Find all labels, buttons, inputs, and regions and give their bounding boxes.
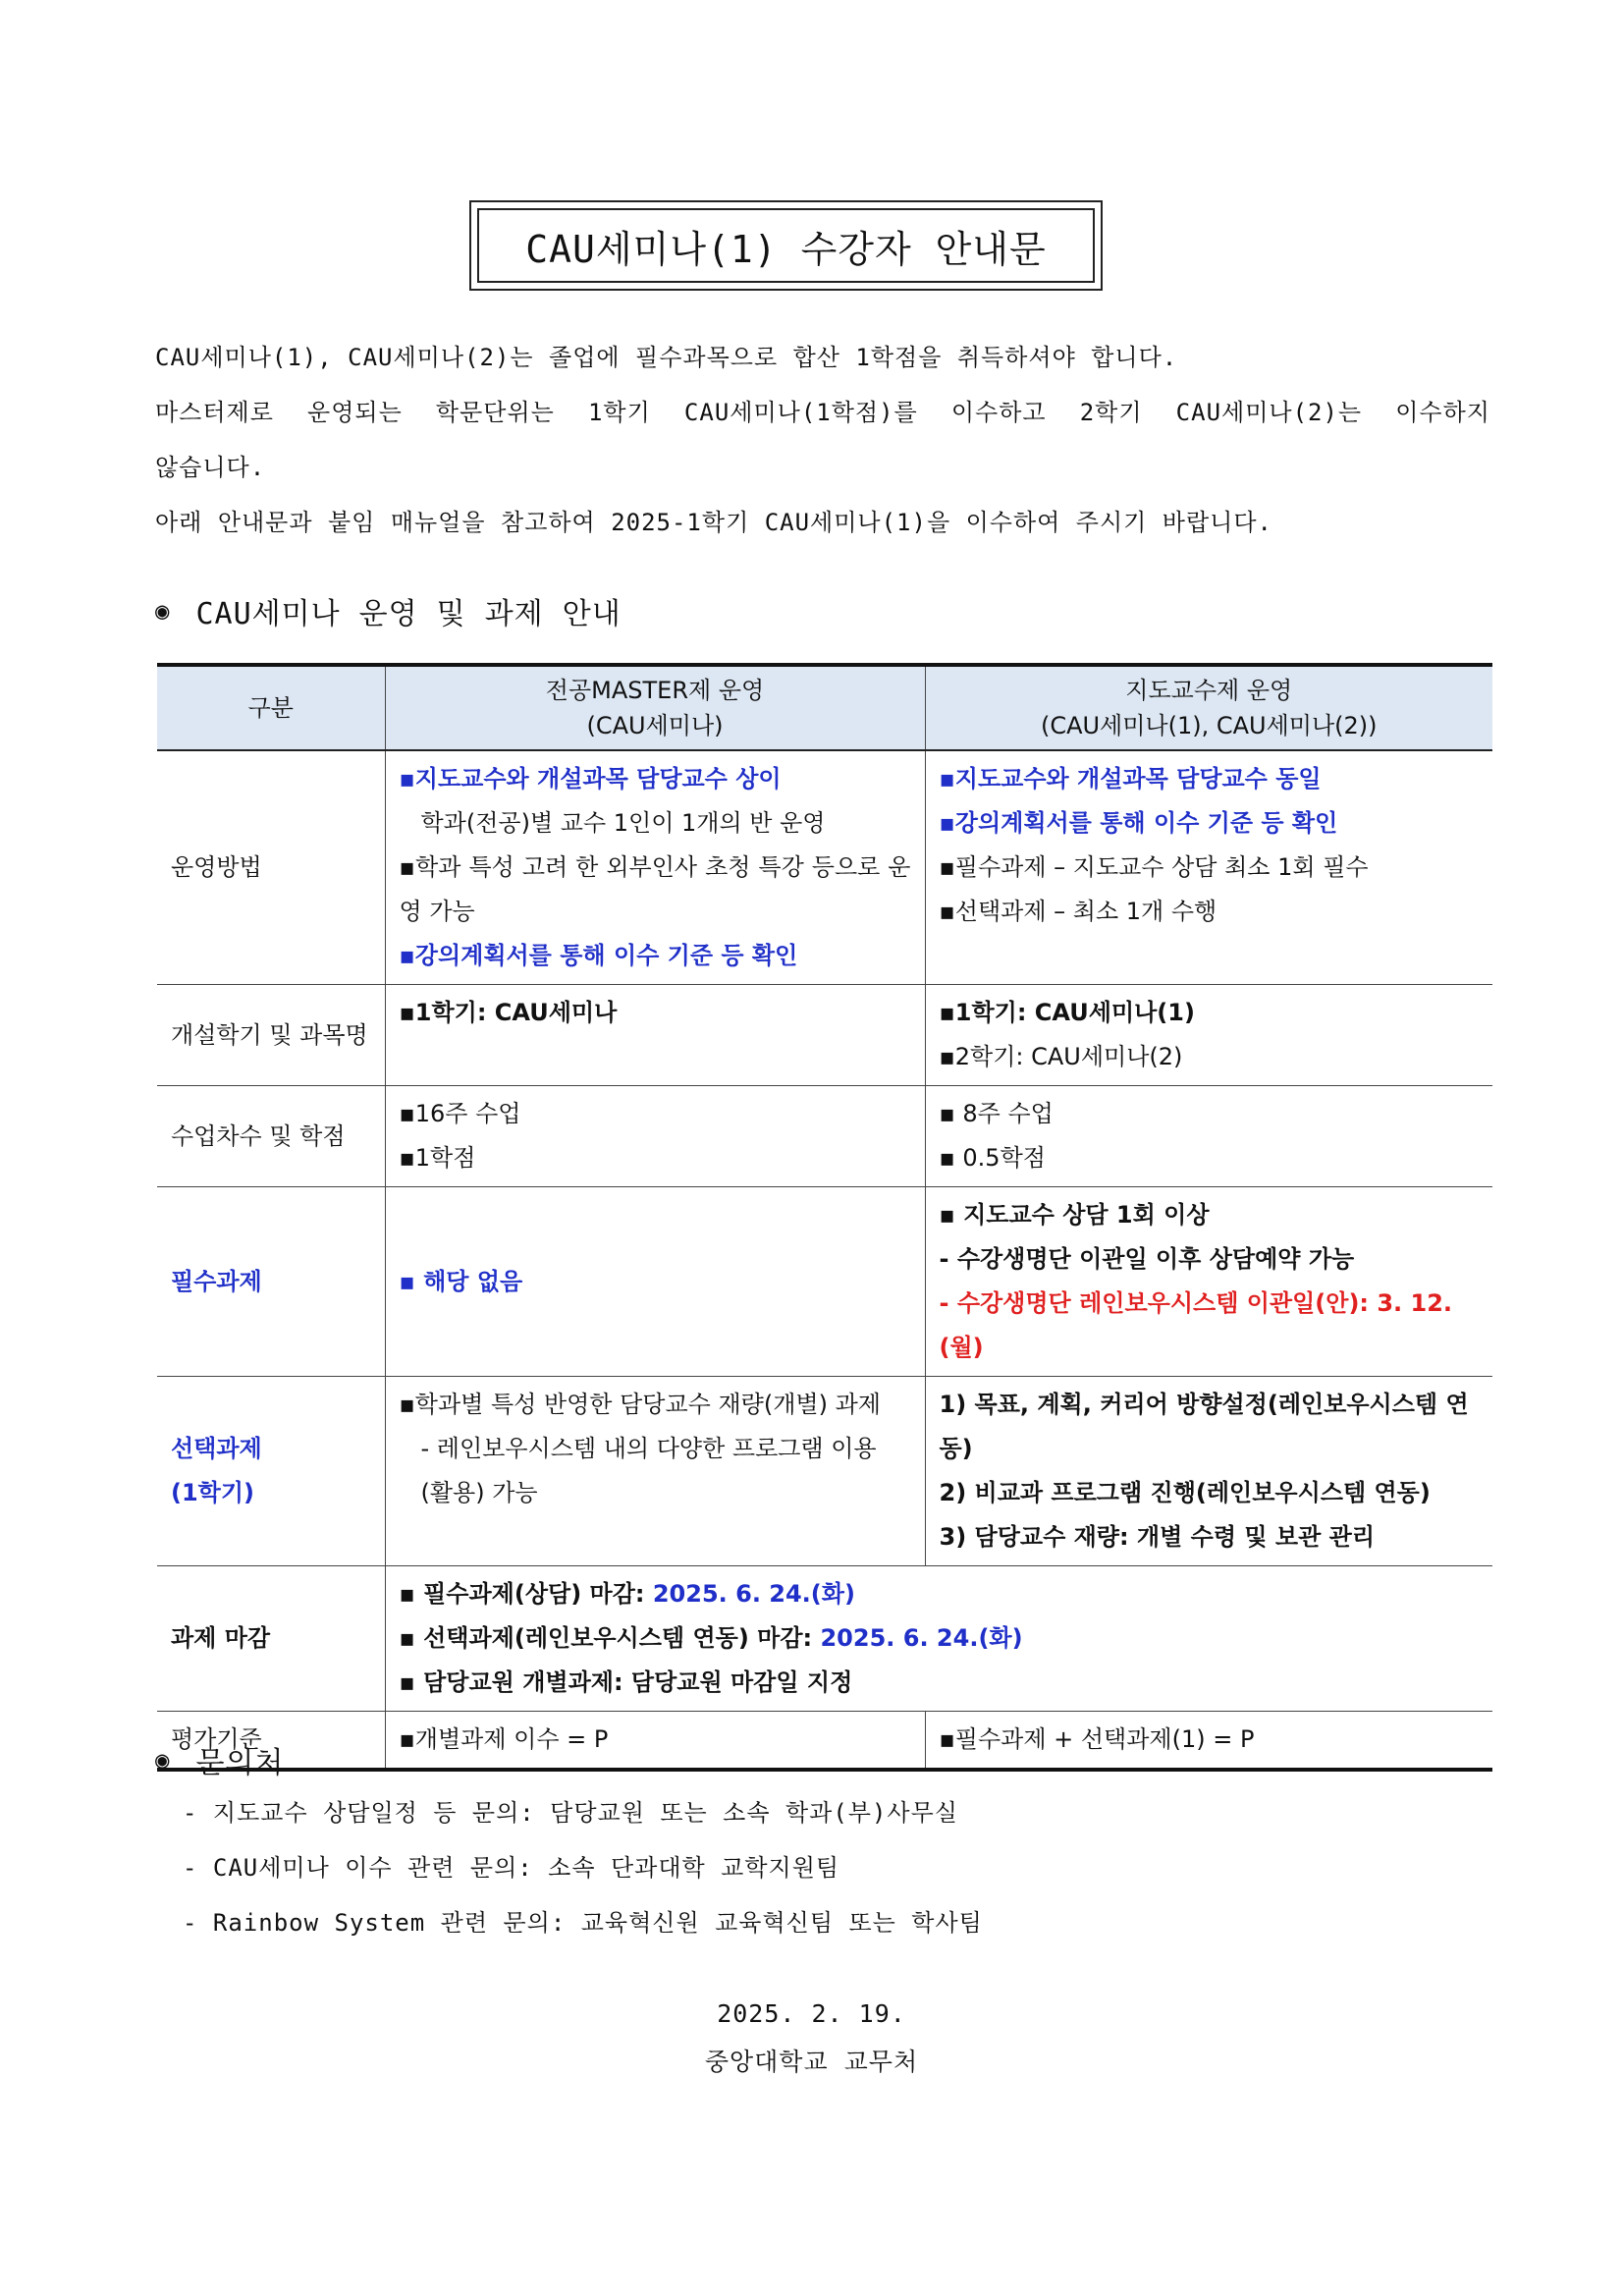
header-master xyxy=(385,665,925,750)
cell-line: ▪강의계획서를 통해 이수 기준 등 확인 xyxy=(399,942,798,969)
cell-advisor xyxy=(925,750,1492,985)
cell-line: ▪지도교수와 개설과목 담당교수 상이 xyxy=(399,765,782,793)
cell-line: (활용) 가능 xyxy=(420,1479,538,1506)
cell-master xyxy=(385,1086,925,1187)
intro-paragraph xyxy=(155,330,1490,550)
table-row-required xyxy=(157,1187,1492,1377)
cell-master xyxy=(385,1187,925,1377)
cell-line: ▪필수과제 + 선택과제(1) = P xyxy=(939,1725,1255,1753)
row-label-line: (1학기) xyxy=(171,1479,255,1506)
row-label: 평가기준 xyxy=(157,1712,385,1771)
cell-line: ▪2학기: CAU세미나(2) xyxy=(939,1043,1183,1070)
section-heading-text: 문의처 xyxy=(195,1746,285,1780)
cell-line: ▪개별과제 이수 = P xyxy=(399,1725,609,1753)
contact-list xyxy=(183,1785,983,1950)
section-heading-text: CAU세미나 운영 및 과제 안내 xyxy=(195,597,622,631)
deadline-text: ▪ 선택과제(레인보우시스템 연동) 마감: xyxy=(399,1624,821,1652)
deadline-date: 2025. 6. 24.(화) xyxy=(820,1624,1023,1652)
cell-line: ▪강의계획서를 통해 이수 기준 등 확인 xyxy=(939,809,1338,837)
cell-line: - 수강생명단 레인보우시스템 이관일(안): 3. 12.(월) xyxy=(939,1289,1453,1361)
cell-deadline xyxy=(385,1566,1492,1712)
circle-bullet-icon: ◉ xyxy=(155,1746,171,1774)
header-master-title: 전공MASTER제 운영 xyxy=(545,677,765,704)
table-row-credits xyxy=(157,1086,1492,1187)
header-master-sub: (CAU세미나) xyxy=(586,712,724,739)
section-heading-contact xyxy=(155,1738,284,1781)
table-row-semester xyxy=(157,985,1492,1086)
footer-organization: 중앙대학교 교무처 xyxy=(704,2048,919,2076)
cell-line: ▪필수과제 – 지도교수 상담 최소 1회 필수 xyxy=(939,853,1369,881)
page-title: CAU세미나(1) 수강자 안내문 xyxy=(477,208,1095,283)
cell-line: ▪ 지도교수 상담 1회 이상 xyxy=(939,1201,1210,1229)
contact-item: - CAU세미나 이수 관련 문의: 소속 단과대학 교학지원팀 xyxy=(183,1854,840,1882)
row-label: 과제 마감 xyxy=(157,1566,385,1712)
row-label: 필수과제 xyxy=(157,1187,385,1377)
circle-bullet-icon: ◉ xyxy=(155,597,171,625)
deadline-line: ▪ 담당교원 개별과제: 담당교원 마감일 지정 xyxy=(399,1668,853,1696)
row-label xyxy=(157,1377,385,1566)
cell-line: ▪ 0.5학점 xyxy=(939,1144,1046,1172)
table-row-deadline xyxy=(157,1566,1492,1712)
header-advisor xyxy=(925,665,1492,750)
title-box xyxy=(469,200,1103,291)
cell-line: 2) 비교과 프로그램 진행(레인보우시스템 연동) xyxy=(939,1479,1431,1506)
contact-item: - 지도교수 상담일정 등 문의: 담당교원 또는 소속 학과(부)사무실 xyxy=(183,1799,958,1827)
row-label: 수업차수 및 학점 xyxy=(157,1086,385,1187)
cell-master xyxy=(385,985,925,1086)
header-category: 구분 xyxy=(157,665,385,750)
cell-advisor xyxy=(925,1377,1492,1566)
cell-line: ▪ 해당 없음 xyxy=(399,1267,523,1295)
deadline-date: 2025. 6. 24.(화) xyxy=(652,1580,855,1608)
contact-item: - Rainbow System 관련 문의: 교육혁신원 교육혁신팀 또는 학사팀 xyxy=(183,1909,983,1937)
cell-line: ▪ 8주 수업 xyxy=(939,1100,1054,1127)
cell-line: ▪학과 특성 고려 한 외부인사 초청 특강 등으로 운영 가능 xyxy=(399,853,911,925)
operation-table xyxy=(157,663,1492,1772)
row-label: 개설학기 및 과목명 xyxy=(157,985,385,1086)
cell-master xyxy=(385,1377,925,1566)
cell-line: ▪16주 수업 xyxy=(399,1100,521,1127)
cell-line: ▪1학기: CAU세미나 xyxy=(399,999,618,1026)
table-header-row xyxy=(157,665,1492,750)
footer-date: 2025. 2. 19. xyxy=(717,1999,906,2028)
cell-advisor xyxy=(925,985,1492,1086)
intro-line: 마스터제로 운영되는 학문단위는 1학기 CAU세미나(1학점)를 이수하고 2학기 CAU세미나(2)는 이수하지 xyxy=(155,399,1490,426)
cell-line: - 레인보우시스템 내의 다양한 프로그램 이용 xyxy=(420,1435,877,1462)
deadline-line xyxy=(400,1572,1480,1616)
section-heading-operation xyxy=(155,589,622,632)
cell-advisor xyxy=(925,1086,1492,1187)
cell-line: ▪1학기: CAU세미나(1) xyxy=(939,999,1195,1026)
cell-master xyxy=(385,750,925,985)
cell-advisor xyxy=(925,1712,1492,1771)
cell-line: ▪학과별 특성 반영한 담당교수 재량(개별) 과제 xyxy=(399,1391,881,1418)
cell-line: ▪선택과제 – 최소 1개 수행 xyxy=(939,898,1217,925)
cell-line: ▪지도교수와 개설과목 담당교수 동일 xyxy=(939,765,1322,793)
header-advisor-title: 지도교수제 운영 xyxy=(1125,677,1293,704)
cell-line: - 수강생명단 이관일 이후 상담예약 가능 xyxy=(939,1245,1355,1273)
cell-master xyxy=(385,1712,925,1771)
cell-advisor xyxy=(925,1187,1492,1377)
header-advisor-sub: (CAU세미나(1), CAU세미나(2)) xyxy=(1040,712,1378,739)
row-label: 운영방법 xyxy=(157,750,385,985)
cell-line: 1) 목표, 계획, 커리어 방향설정(레인보우시스템 연동) xyxy=(939,1391,1469,1462)
intro-line: 않습니다. xyxy=(155,454,266,481)
cell-line: 학과(전공)별 교수 1인이 1개의 반 운영 xyxy=(420,809,826,837)
intro-line: CAU세미나(1), CAU세미나(2)는 졸업에 필수과목으로 합산 1학점을 취득하셔야 합니다. xyxy=(155,344,1178,371)
deadline-text: ▪ 필수과제(상담) 마감: xyxy=(399,1580,653,1608)
table-row-elective xyxy=(157,1377,1492,1566)
cell-line: 3) 담당교수 재량: 개별 수령 및 보관 관리 xyxy=(939,1523,1376,1551)
table-row-evaluation xyxy=(157,1712,1492,1771)
row-label-line: 선택과제 xyxy=(171,1435,262,1462)
table-row-operation xyxy=(157,750,1492,985)
cell-line: ▪1학점 xyxy=(399,1144,476,1172)
deadline-line xyxy=(400,1616,1480,1661)
intro-line: 아래 안내문과 붙임 매뉴얼을 참고하여 2025-1학기 CAU세미나(1)을 이수하여 주시기 바랍니다. xyxy=(155,509,1272,536)
